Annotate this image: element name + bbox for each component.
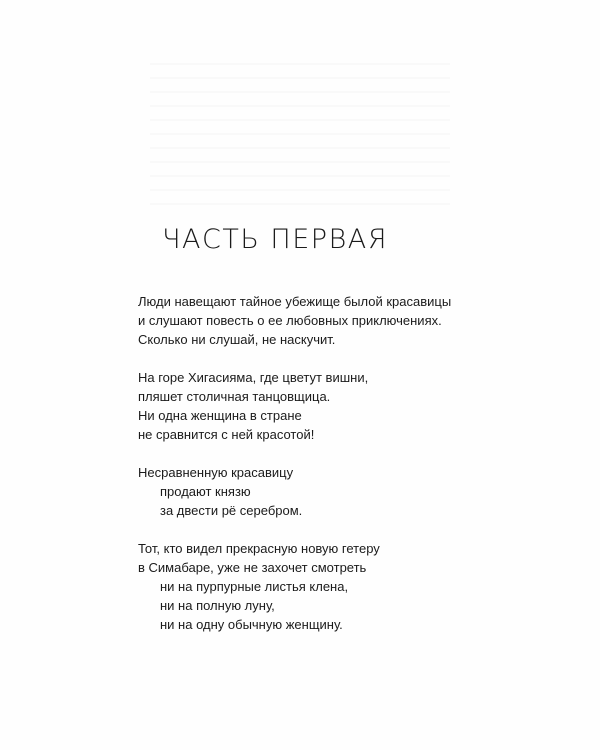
poem-line-indented: ни на пурпурные листья клена, bbox=[160, 579, 349, 594]
poem-line: На горе Хигасияма, где цветут вишни, bbox=[138, 370, 369, 385]
poem-line: пляшет столичная танцовщица. bbox=[138, 389, 331, 404]
poem-line: в Симабаре, уже не захочет смотреть bbox=[138, 560, 367, 575]
stanza bbox=[138, 463, 458, 520]
stanza bbox=[138, 292, 458, 349]
poem-line: Сколько ни слушай, не наскучит. bbox=[138, 332, 336, 347]
poem-line: Несравненную красавицу bbox=[138, 465, 294, 480]
poem-line-indented: продают князю bbox=[160, 484, 251, 499]
poem-line-indented: ни на одну обычную женщину. bbox=[160, 617, 343, 632]
poem-line: не сравнится с ней красотой! bbox=[138, 427, 315, 442]
poem-body bbox=[138, 292, 458, 653]
poem-line-indented: за двести рё серебром. bbox=[160, 503, 303, 518]
stanza bbox=[138, 539, 458, 634]
poem-line: Люди навещают тайное убежище былой красавицы bbox=[138, 294, 452, 309]
poem-line: Ни одна женщина в стране bbox=[138, 408, 302, 423]
poem-line-indented: ни на полную луну, bbox=[160, 598, 275, 613]
chapter-title: ЧАСТЬ ПЕРВАЯ bbox=[162, 224, 388, 255]
stanza bbox=[138, 368, 458, 444]
poem-line: и слушают повесть о ее любовных приключениях. bbox=[138, 313, 442, 328]
show-through-text bbox=[150, 55, 450, 205]
poem-line: Тот, кто видел прекрасную новую гетеру bbox=[138, 541, 380, 556]
